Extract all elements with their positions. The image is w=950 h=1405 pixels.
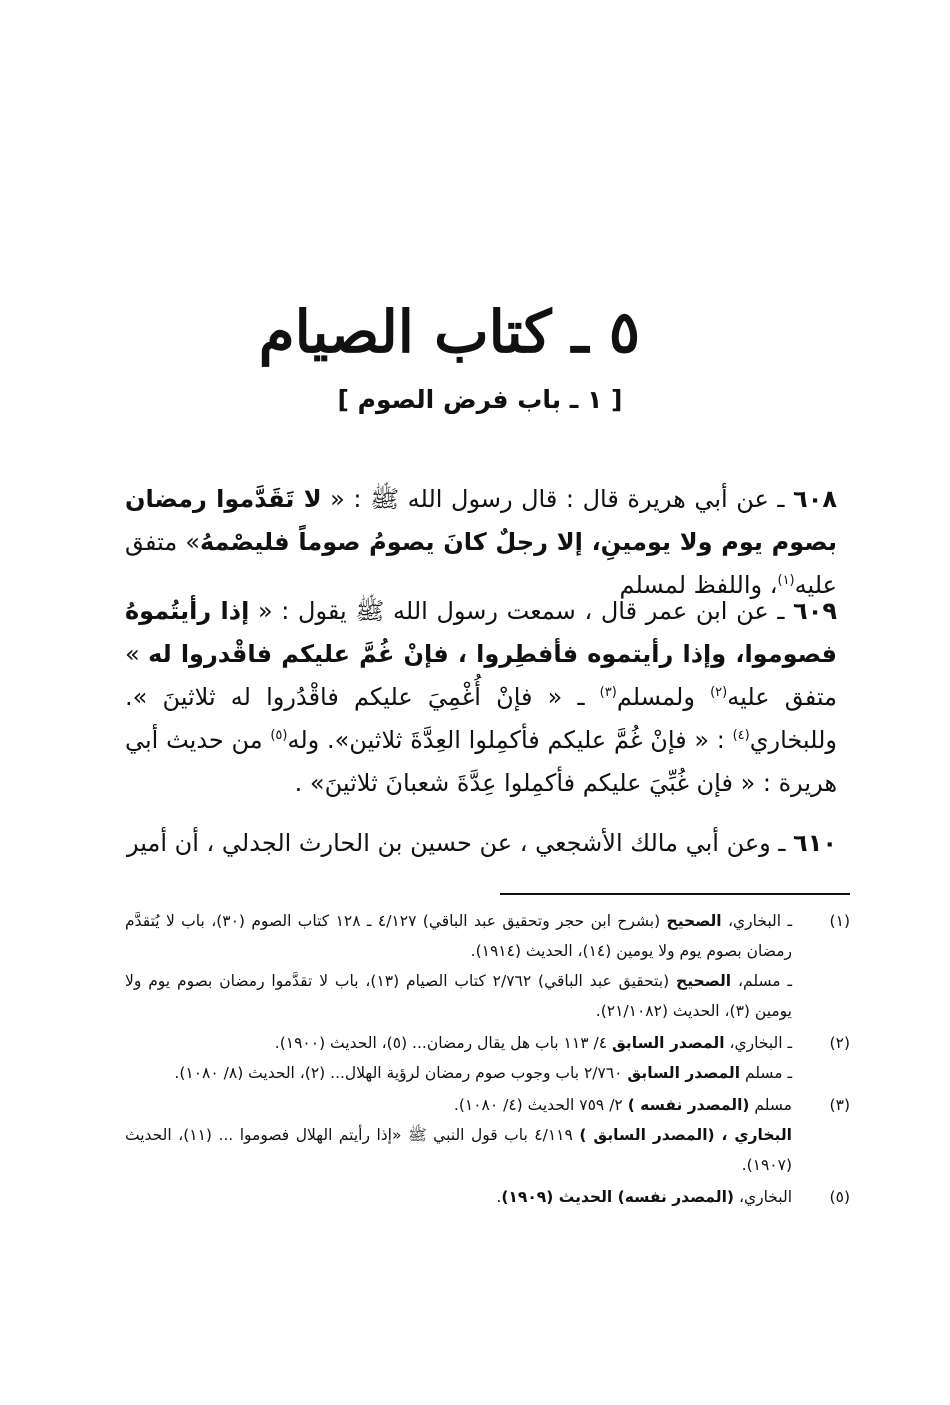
muslim-text: ـ « فإنْ أُغْمِيَ عليكم فاقْدُروا له ثلاثينَ ». xyxy=(125,683,600,711)
footnote-line: ـ مسلم المصدر السابق ٢/٧٦٠ باب وجوب صوم رمضان لرؤية الهلال... (٢)، الحديث (٨/ ١٠٨٠). xyxy=(174,1064,792,1082)
chapter-heading: [ ١ ـ باب فرض الصوم ] xyxy=(337,385,623,414)
book-title: ٥ ـ كتاب الصيام xyxy=(258,298,640,366)
hadith-intro: ـ عن أبي هريرة قال : قال رسول الله ﷺ : « xyxy=(321,485,794,513)
hadith-609 xyxy=(125,590,837,805)
footnote-line: ـ البخاري، الصحيح (بشرح ابن حجر وتحقيق عبد الباقي) ٤/١٢٧ ـ ١٢٨ كتاب الصوم (٣٠)، باب لا يُتقدَّم رمضان بصوم يوم ولا يومين (١٤)، الحديث (١٩١٤). xyxy=(125,912,792,960)
hadith-intro: ـ عن ابن عمر قال ، سمعت رسول الله ﷺ يقول : « xyxy=(249,597,794,625)
hadith-610 xyxy=(125,822,837,865)
footnote-separator xyxy=(500,893,850,895)
hadith-text: إذا رأيتُموهُ فصوموا، وإذا رأيتموه فأفطِروا ، فإنْ غُمَّ عليكم فاقْدروا له xyxy=(125,597,837,668)
footnote-3 xyxy=(125,1090,850,1180)
hadith-text: ـ وعن أبي مالك الأشجعي ، عن حسين بن الحارث الجدلي ، أن أمير xyxy=(126,829,794,857)
hadith-number: ٦٠٨ xyxy=(793,485,837,513)
footnote-ref-3[interactable]: (٣) xyxy=(599,685,617,700)
footnote-ref-4[interactable]: (٤) xyxy=(732,728,750,743)
hadith-number: ٦١٠ xyxy=(793,829,837,857)
footnote-number: (٥) xyxy=(829,1188,850,1206)
hadith-tail: ، واللفظ لمسلم xyxy=(619,571,778,599)
hadith-number: ٦٠٩ xyxy=(793,597,837,625)
bukhari-text: : « فإنْ غُمَّ عليكم فأكمِلوا العِدَّةَ ثلاثين». xyxy=(326,726,733,754)
footnote-ref-5[interactable]: (٥) xyxy=(270,728,288,743)
hadith-text: لا تَقَدَّموا رمضان بصوم يوم ولا يومينِ، إلا رجلٌ كانَ يصومُ صوماً فليصْمهُ xyxy=(125,485,837,556)
footnote-number: (٢) xyxy=(829,1034,850,1052)
footnote-line: ـ البخاري، المصدر السابق ٤/ ١١٣ باب هل يقال رمضان... (٥)، الحديث (١٩٠٠). xyxy=(274,1034,792,1052)
footnote-number: (١) xyxy=(829,912,850,930)
footnote-line: ـ مسلم، الصحيح (بتحقيق عبد الباقي) ٢/٧٦٢ كتاب الصيام (١٣)، باب لا تقدَّموا رمضان بصوم يوم ولا يومين (٣)، الحديث (٢١/١٠٨٢). xyxy=(125,972,792,1020)
lahu-label: وله xyxy=(287,726,327,754)
footnote-line: مسلم (المصدر نفسه ) ٢/ ٧٥٩ الحديث (٤/ ١٠٨٠). xyxy=(453,1096,792,1114)
footnote-line: البخاري ، (المصدر السابق ) ٤/١١٩ باب قول النبي ﷺ «إذا رأيتم الهلال فصوموا ... (١١)، الحديث (١٩٠٧). xyxy=(125,1126,792,1174)
footnote-2 xyxy=(125,1028,850,1088)
footnotes xyxy=(125,906,850,1214)
footnote-ref-1[interactable]: (١) xyxy=(777,573,795,588)
footnote-line: البخاري، (المصدر نفسه) الحديث (١٩٠٩). xyxy=(496,1188,792,1206)
bukhari-label: وللبخاري xyxy=(749,726,837,754)
footnote-ref-2[interactable]: (٢) xyxy=(710,685,728,700)
abu-hurayra-text: من حديث أبي هريرة : « فإن غُبِّيَ عليكم فأكمِلوا عِدَّةَ شعبانَ ثلاثينَ» . xyxy=(125,726,837,797)
footnote-1 xyxy=(125,906,850,1026)
hadith-close: » متفق عليه xyxy=(125,528,837,599)
footnote-number: (٣) xyxy=(829,1096,850,1114)
muslim-label: ولمسلم xyxy=(616,683,711,711)
footnote-5 xyxy=(125,1182,850,1212)
hadith-608 xyxy=(125,478,837,607)
hadith-close: » متفق عليه xyxy=(125,640,837,711)
